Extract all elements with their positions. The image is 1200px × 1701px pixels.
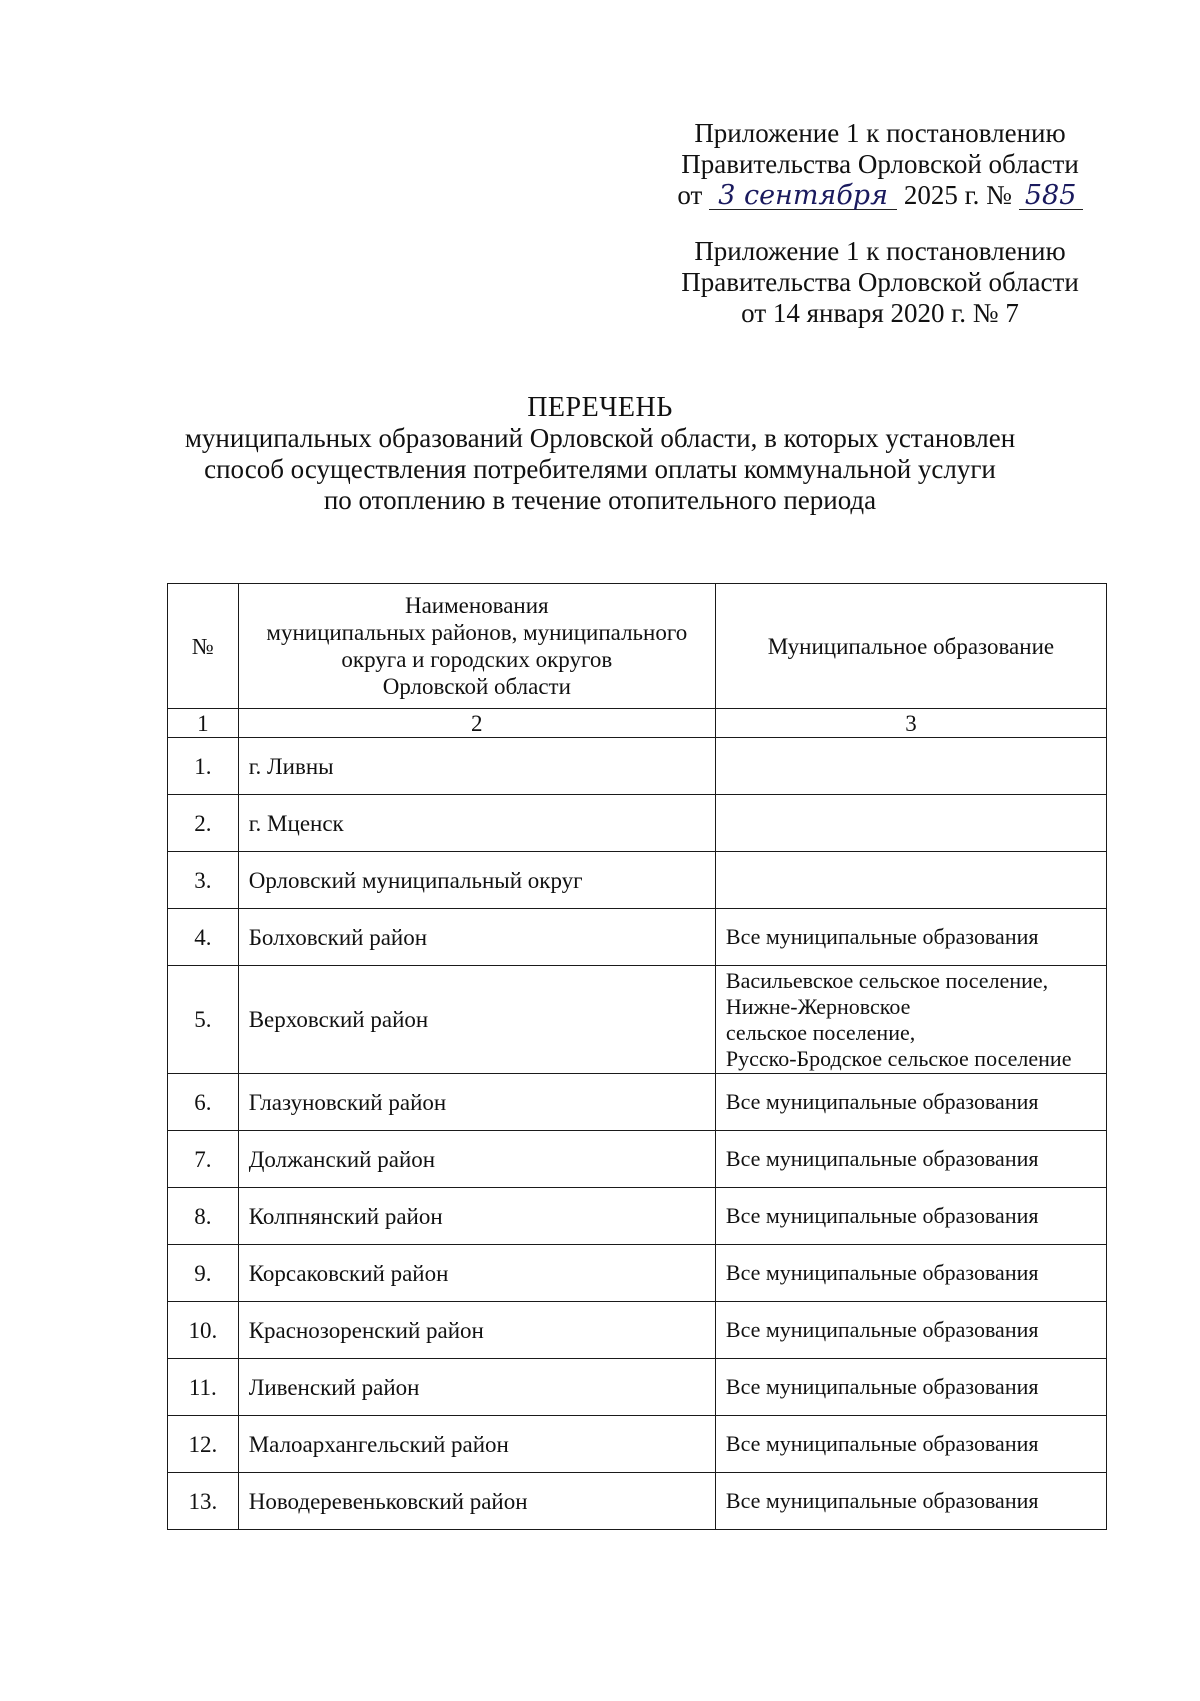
table-row xyxy=(168,1188,1107,1245)
municipality-line: Все муниципальные образования xyxy=(725,1089,1039,1114)
municipality-cell xyxy=(715,909,1106,966)
appendix-new-prefix: от xyxy=(677,180,703,210)
table-row xyxy=(168,795,1107,852)
municipality-cell xyxy=(715,795,1106,852)
header-municipality: Муниципальное образование xyxy=(715,584,1106,709)
table-row xyxy=(168,1302,1107,1359)
appendix-new-reference xyxy=(600,118,1160,211)
municipality-line: Все муниципальные образования xyxy=(725,1431,1039,1456)
district-name: Должанский район xyxy=(238,1131,715,1188)
municipality-line: Русско-Бродское сельское поселение xyxy=(725,1045,1072,1071)
table-row xyxy=(168,1473,1107,1530)
column-number: 1 xyxy=(168,709,239,738)
appendix-old-reference xyxy=(600,236,1160,329)
row-number: 9. xyxy=(168,1245,239,1302)
appendix-old-line2: Правительства Орловской области xyxy=(681,267,1079,297)
table-row xyxy=(168,1416,1107,1473)
table-row xyxy=(168,966,1107,1074)
appendix-old-line3: от 14 января 2020 г. № 7 xyxy=(741,298,1019,328)
appendix-old-line1: Приложение 1 к постановлению xyxy=(694,236,1066,266)
appendix-new-line1: Приложение 1 к постановлению xyxy=(694,118,1066,148)
municipality-cell xyxy=(715,1302,1106,1359)
district-name: Колпнянский район xyxy=(238,1188,715,1245)
row-number: 7. xyxy=(168,1131,239,1188)
table-row xyxy=(168,1245,1107,1302)
district-name: Болховский район xyxy=(238,909,715,966)
municipality-cell xyxy=(715,1416,1106,1473)
column-number: 2 xyxy=(238,709,715,738)
header-district xyxy=(238,584,715,709)
table-row xyxy=(168,909,1107,966)
district-name: г. Ливны xyxy=(238,738,715,795)
municipality-line: Все муниципальные образования xyxy=(725,1260,1039,1285)
municipality-cell xyxy=(715,966,1106,1074)
municipality-line: сельское поселение, xyxy=(725,1019,916,1045)
municipality-line: Все муниципальные образования xyxy=(725,1374,1039,1399)
table-row xyxy=(168,1359,1107,1416)
row-number: 1. xyxy=(168,738,239,795)
table-body xyxy=(168,738,1107,1530)
row-number: 10. xyxy=(168,1302,239,1359)
row-number: 6. xyxy=(168,1074,239,1131)
district-name: Краснозоренский район xyxy=(238,1302,715,1359)
district-name: Малоархангельский район xyxy=(238,1416,715,1473)
header-district-line: Наименования xyxy=(404,593,549,618)
header-district-line: Орловской области xyxy=(382,674,571,699)
appendix-new-line2: Правительства Орловской области xyxy=(681,149,1079,179)
header-district-line: округа и городских округов xyxy=(341,647,613,672)
municipality-line: Все муниципальные образования xyxy=(725,1146,1039,1171)
table-row xyxy=(168,852,1107,909)
municipality-line: Все муниципальные образования xyxy=(725,1317,1039,1342)
table-row xyxy=(168,1131,1107,1188)
title-heading: ПЕРЕЧЕНЬ xyxy=(527,392,673,423)
district-name: Корсаковский район xyxy=(238,1245,715,1302)
municipality-cell xyxy=(715,738,1106,795)
handwritten-date: 3 сентября xyxy=(709,183,897,210)
district-name: Новодеревеньковский район xyxy=(238,1473,715,1530)
handwritten-number: 585 xyxy=(1019,183,1083,210)
municipality-line: Нижне-Жерновское xyxy=(725,993,911,1019)
appendix-new-date-line xyxy=(600,180,1160,211)
municipality-cell xyxy=(715,852,1106,909)
municipality-cell xyxy=(715,1473,1106,1530)
municipality-cell xyxy=(715,1188,1106,1245)
title-line2: способ осуществления потребителями оплаты коммунальной услуги xyxy=(204,454,996,484)
municipalities-table xyxy=(167,583,1107,1530)
appendix-new-year: 2025 г. № xyxy=(903,180,1012,210)
row-number: 2. xyxy=(168,795,239,852)
row-number: 3. xyxy=(168,852,239,909)
title-line3: по отоплению в течение отопительного периода xyxy=(323,485,877,515)
column-number-row xyxy=(168,709,1107,738)
row-number: 5. xyxy=(168,966,239,1074)
municipality-line: Все муниципальные образования xyxy=(725,1488,1039,1513)
municipality-line: Васильевское сельское поселение, xyxy=(725,967,1049,993)
table-header-row xyxy=(168,584,1107,709)
row-number: 4. xyxy=(168,909,239,966)
municipality-cell xyxy=(715,1131,1106,1188)
municipality-line: Все муниципальные образования xyxy=(725,924,1039,949)
row-number: 11. xyxy=(168,1359,239,1416)
table-row xyxy=(168,1074,1107,1131)
row-number: 8. xyxy=(168,1188,239,1245)
header-district-line: муниципальных районов, муниципального xyxy=(266,620,688,645)
municipality-cell xyxy=(715,1245,1106,1302)
title-line1: муниципальных образований Орловской области, в которых установлен xyxy=(184,423,1016,453)
table-row xyxy=(168,738,1107,795)
municipality-cell xyxy=(715,1359,1106,1416)
district-name: Орловский муниципальный округ xyxy=(238,852,715,909)
document-title xyxy=(160,392,1040,516)
municipality-line: Все муниципальные образования xyxy=(725,1203,1039,1228)
row-number: 12. xyxy=(168,1416,239,1473)
district-name: Верховский район xyxy=(238,966,715,1074)
column-number: 3 xyxy=(715,709,1106,738)
district-name: г. Мценск xyxy=(238,795,715,852)
district-name: Ливенский район xyxy=(238,1359,715,1416)
row-number: 13. xyxy=(168,1473,239,1530)
municipality-cell xyxy=(715,1074,1106,1131)
header-num: № xyxy=(168,584,239,709)
district-name: Глазуновский район xyxy=(238,1074,715,1131)
